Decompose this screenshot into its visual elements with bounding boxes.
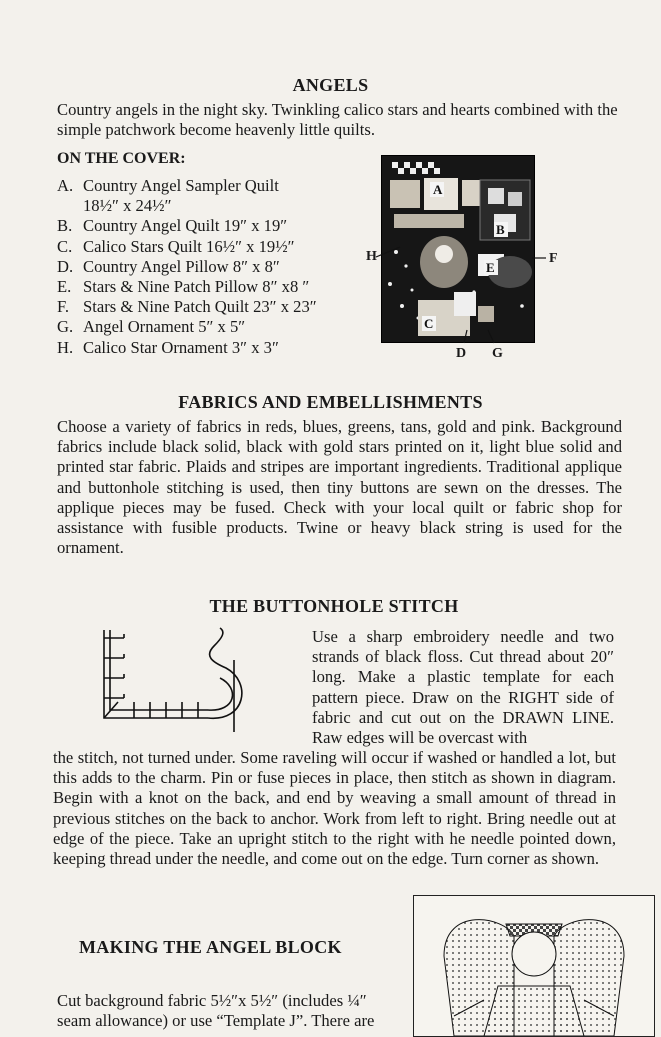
- buttonhole-stitch-diagram: [96, 622, 256, 732]
- intro-paragraph: Country angels in the night sky. Twinkling calico stars and hearts combined with the simple patchwork become heavenly little quilts.: [57, 100, 618, 140]
- svg-text:A: A: [433, 182, 443, 197]
- angel-block-paragraph: Cut background fabric 5½″x 5½″ (includes ¼″ seam allowance) or use “Template J”. There are: [57, 991, 375, 1031]
- cover-item-text: Stars & Nine Patch Pillow 8″ x8 ″: [83, 277, 310, 297]
- cover-item: [57, 216, 377, 236]
- photo-label-f: F: [549, 251, 558, 266]
- cover-item: [57, 176, 377, 196]
- photo-label-d: D: [456, 346, 467, 361]
- fabrics-paragraph: Choose a variety of fabrics in reds, blues, greens, tans, gold and pink. Background fabrics include black solid, black with gold stars printed on it, light blue solid and printed star fabric. Plaids and stripes are important ingredients. Traditional applique and buttonhole stitching is used, then tiny buttons are sewn on the dresses. The applique pieces may be fused. Check with your local quilt or fabric shop for assistance with fusible products. Twine or heavy black string is used for the ornament.: [57, 417, 622, 558]
- angel-block-figure: [413, 895, 655, 1037]
- cover-item-text: Country Angel Quilt 19″ x 19″: [83, 216, 288, 236]
- cover-item-letter: C.: [57, 236, 73, 256]
- cover-item-text: Country Angel Pillow 8″ x 8″: [83, 256, 280, 276]
- photo-label-g: G: [492, 346, 503, 361]
- cover-item-letter: H.: [57, 337, 74, 357]
- cover-item-text: Calico Stars Quilt 16½″ x 19½″: [83, 236, 295, 256]
- cover-item: [57, 237, 377, 257]
- angel-block-heading: MAKING THE ANGEL BLOCK: [79, 937, 342, 957]
- cover-item-letter: D.: [57, 256, 74, 276]
- photo-label-h: H: [366, 249, 377, 264]
- cover-item: [57, 317, 377, 337]
- cover-item-letter: G.: [57, 317, 74, 337]
- svg-text:B: B: [496, 222, 505, 237]
- cover-item-letter: B.: [57, 216, 73, 236]
- buttonhole-heading: THE BUTTONHOLE STITCH: [209, 596, 459, 616]
- cover-item: [57, 297, 377, 317]
- cover-item-letter: F.: [57, 297, 70, 317]
- cover-item-letter: E.: [57, 277, 72, 297]
- cover-item: [57, 257, 377, 277]
- cover-item-text: Stars & Nine Patch Quilt 23″ x 23″: [83, 297, 317, 317]
- buttonhole-paragraph-continued: the stitch, not turned under. Some raveling will occur if washed or handled a lot, but this adds to the charm. Pin or fuse pieces in place, then stitch as shown in diagram. Begin with a knot on the back, and end by weaving a small amount of thread in previous stitches on the back to anchor. Work from left to right. Bring needle out at edge of the piece. Take an upright stitch to the right with he needle pointed down, keeping thread under the needle, and come out on the edge. Turn corner as shown.: [53, 748, 616, 869]
- cover-item: [57, 277, 377, 297]
- photo-callout-lines: [360, 150, 580, 370]
- cover-item-text: Calico Star Ornament 3″ x 3″: [83, 337, 279, 357]
- cover-item-list: [57, 176, 377, 358]
- svg-text:C: C: [424, 316, 434, 331]
- svg-text:E: E: [486, 260, 495, 275]
- angel-pattern-image: [414, 896, 654, 1036]
- cover-item-continuation: 18½″ x 24½″: [83, 196, 172, 216]
- buttonhole-paragraph-wrap: Use a sharp embroidery needle and two strands of black floss. Cut thread about 20″ long. Make a plastic template for each pattern piece. Draw on the RIGHT side of fabric and cut out on the DRAWN LINE. Raw edges will be overcast with: [312, 627, 614, 748]
- cover-item-letter: A.: [57, 176, 74, 195]
- cover-item-text: Angel Ornament 5″ x 5″: [83, 317, 246, 337]
- cover-heading: ON THE COVER:: [57, 150, 186, 167]
- cover-item-text: Country Angel Sampler Quilt: [83, 176, 279, 195]
- fabrics-heading: FABRICS AND EMBELLISHMENTS: [178, 392, 483, 412]
- page-title: ANGELS: [292, 75, 369, 95]
- cover-item: [57, 338, 377, 358]
